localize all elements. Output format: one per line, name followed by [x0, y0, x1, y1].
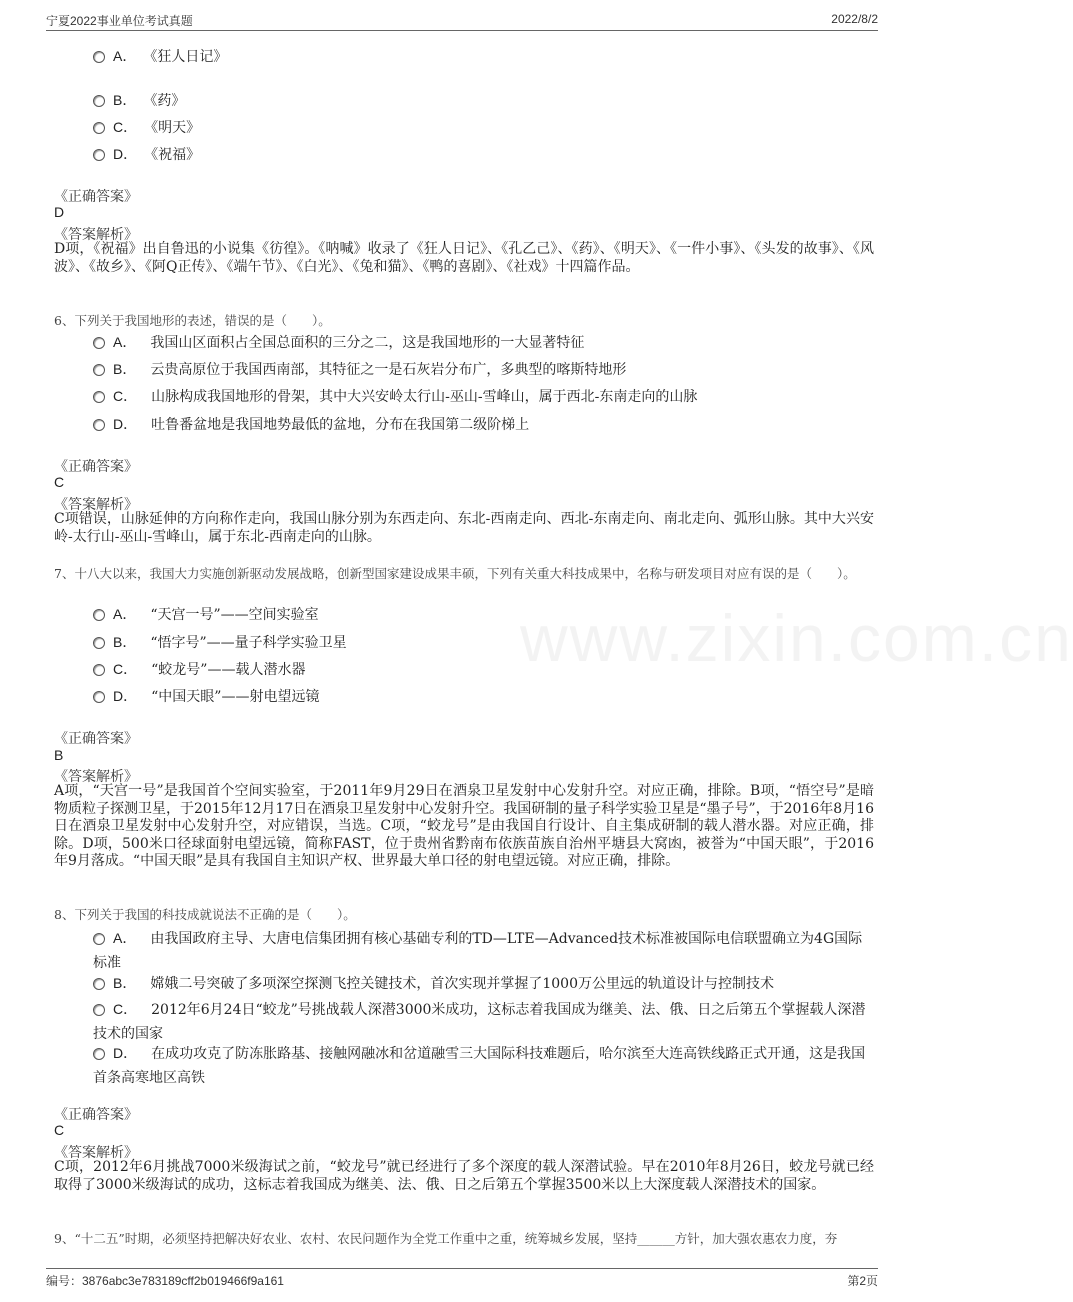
- analysis-label: 《答案解析》: [54, 497, 138, 513]
- q8-option-d[interactable]: D． 在成功攻克了防冻胀路基、接触网融冰和岔道融雪三大国际科技难题后，哈尔滨至大连高铁线路正式开通，这是我国首条高寒地区高铁: [93, 1045, 866, 1086]
- page-number: 第2页: [847, 1274, 878, 1288]
- answer-value: B: [54, 747, 64, 763]
- analysis-label: 《答案解析》: [54, 227, 138, 243]
- q5-option-b[interactable]: B． 《药》: [93, 88, 872, 113]
- answer-label: 《正确答案》: [54, 731, 138, 747]
- header-divider: [46, 30, 878, 31]
- q6-option-d[interactable]: D． 吐鲁番盆地是我国地势最低的盆地，分布在我国第二级阶梯上: [93, 412, 872, 437]
- q5-option-a[interactable]: A． 《狂人日记》: [93, 44, 872, 69]
- radio-icon[interactable]: [93, 149, 105, 161]
- radio-icon[interactable]: [93, 337, 105, 349]
- radio-icon[interactable]: [93, 419, 105, 431]
- radio-icon[interactable]: [93, 609, 105, 621]
- q7-option-a[interactable]: A． “天宫一号”——空间实验室: [93, 602, 872, 627]
- footer-divider: [46, 1268, 878, 1269]
- question-8: 8、下列关于我国的科技成就说法不正确的是（ ）。: [54, 907, 356, 922]
- answer-value: C: [54, 1122, 65, 1138]
- analysis-label: 《答案解析》: [54, 1145, 138, 1161]
- q8-option-a[interactable]: A． 由我国政府主导、大唐电信集团拥有核心基础专利的TD—LTE—Advanced技术标准被国际电信联盟确立为4G国际标准: [93, 930, 863, 971]
- radio-icon[interactable]: [93, 664, 105, 676]
- answer-label: 《正确答案》: [54, 189, 138, 205]
- q8-option-b[interactable]: B． 嫦娥二号突破了多项深空探测飞控关键技术，首次实现并掌握了1000万公里远的轨道设计与控制技术: [93, 971, 872, 996]
- q6-option-c[interactable]: C． 山脉构成我国地形的骨架，其中大兴安岭太行山-巫山-雪峰山，属于西北-东南走向的山脉: [93, 384, 872, 409]
- q6-option-b[interactable]: B． 云贵高原位于我国西南部，其特征之一是石灰岩分布广，多典型的喀斯特地形: [93, 357, 872, 382]
- answer-value: C: [54, 474, 65, 490]
- page-footer: [46, 1272, 878, 1289]
- q6-option-a[interactable]: A． 我国山区面积占全国总面积的三分之二，这是我国地形的一大显著特征: [93, 330, 872, 355]
- radio-icon[interactable]: [93, 978, 105, 990]
- radio-icon[interactable]: [93, 691, 105, 703]
- watermark: www.zixin.com.cn: [520, 601, 1073, 675]
- radio-icon[interactable]: [93, 1004, 105, 1016]
- analysis-label: 《答案解析》: [54, 769, 138, 785]
- q7-option-c[interactable]: C． “蛟龙号”——载人潜水器: [93, 657, 872, 682]
- q7-option-b[interactable]: B． “悟字号”——量子科学实验卫星: [93, 630, 872, 655]
- radio-icon[interactable]: [93, 1048, 105, 1060]
- doc-date: 2022/8/2: [831, 12, 878, 26]
- radio-icon[interactable]: [93, 637, 105, 649]
- radio-icon[interactable]: [93, 391, 105, 403]
- question-9: 9、“十二五”时期，必须坚持把解决好农业、农村、农民问题作为全党工作重中之重，统筹城乡发展，坚持______方针，加大强农惠农力度，夯: [54, 1231, 838, 1246]
- analysis-text: C项错误，山脉延伸的方向称作走向，我国山脉分别为东西走向、东北-西南走向、西北-东南走向、南北走向、弧形山脉。其中大兴安岭-太行山-巫山-雪峰山，属于东北-西南走向的山脉。: [54, 511, 874, 545]
- analysis-text: C项，2012年6月挑战7000米级海试之前，“蛟龙号”就已经进行了多个深度的载人深潜试验。早在2010年8月26日，蛟龙号就已经取得了3000米级海试的成功，这标志着我国成为继美、法、俄、日之后第五个掌握3500米以上大深度载人深潜技术的国家。: [54, 1159, 874, 1193]
- q5-option-d[interactable]: D． 《祝福》: [93, 142, 872, 167]
- radio-icon[interactable]: [93, 51, 105, 63]
- radio-icon[interactable]: [93, 364, 105, 376]
- answer-label: 《正确答案》: [54, 459, 138, 475]
- page-header: [46, 12, 878, 29]
- doc-title: 宁夏2022事业单位考试真题: [46, 14, 193, 28]
- question-7: 7、十八大以来，我国大力实施创新驱动发展战略，创新型国家建设成果丰硕，下列有关重大科技成果中，名称与研发项目对应有误的是（ ）。: [54, 566, 856, 581]
- radio-icon[interactable]: [93, 95, 105, 107]
- analysis-text: A项，“天宫一号”是我国首个空间实验室，于2011年9月29日在酒泉卫星发射中心发射升空。对应正确，排除。B项，“悟空号”是暗物质粒子探测卫星，于2015年12月17日在酒泉卫星发射中心发射升空。我国研制的量子科学实验卫星是“墨子号”，于2016年8月16日在酒泉卫星发射中心发射升空，对应错误，当选。C项，“蛟龙号”是由我国自行设计、自主集成研制的载人潜水器。对应正确，排除。D项，500米口径球面射电望远镜，简称FAST，位于贵州省黔南布依族苗族自治州平塘县大窝凼，被誉为“中国天眼”，于2016年9月落成。“中国天眼”是具有我国自主知识产权、世界最大单口径的射电望远镜。对应正确，排除。: [54, 783, 874, 869]
- q8-option-c[interactable]: C． 2012年6月24日“蛟龙”号挑战载人深潜3000米成功，这标志着我国成为继美、法、俄、日之后第五个掌握载人深潜技术的国家: [93, 1001, 866, 1042]
- answer-value: D: [54, 204, 65, 220]
- q7-option-d[interactable]: D． “中国天眼”——射电望远镜: [93, 684, 872, 709]
- radio-icon[interactable]: [93, 122, 105, 134]
- answer-label: 《正确答案》: [54, 1107, 138, 1123]
- question-6: 6、下列关于我国地形的表述，错误的是（ ）。: [54, 313, 331, 328]
- doc-code: 编号：3876abc3e783189cff2b019466f9a161: [46, 1274, 284, 1288]
- radio-icon[interactable]: [93, 933, 105, 945]
- q5-option-c[interactable]: C． 《明天》: [93, 115, 872, 140]
- analysis-text: D项，《祝福》出自鲁迅的小说集《彷徨》。《呐喊》收录了《狂人日记》、《孔乙己》、《药》、《明天》、《一件小事》、《头发的故事》、《风波》、《故乡》、《阿Q正传》、《端午节》、《白光》、《兔和猫》、《鸭的喜剧》、《社戏》十四篇作品。: [54, 241, 874, 275]
